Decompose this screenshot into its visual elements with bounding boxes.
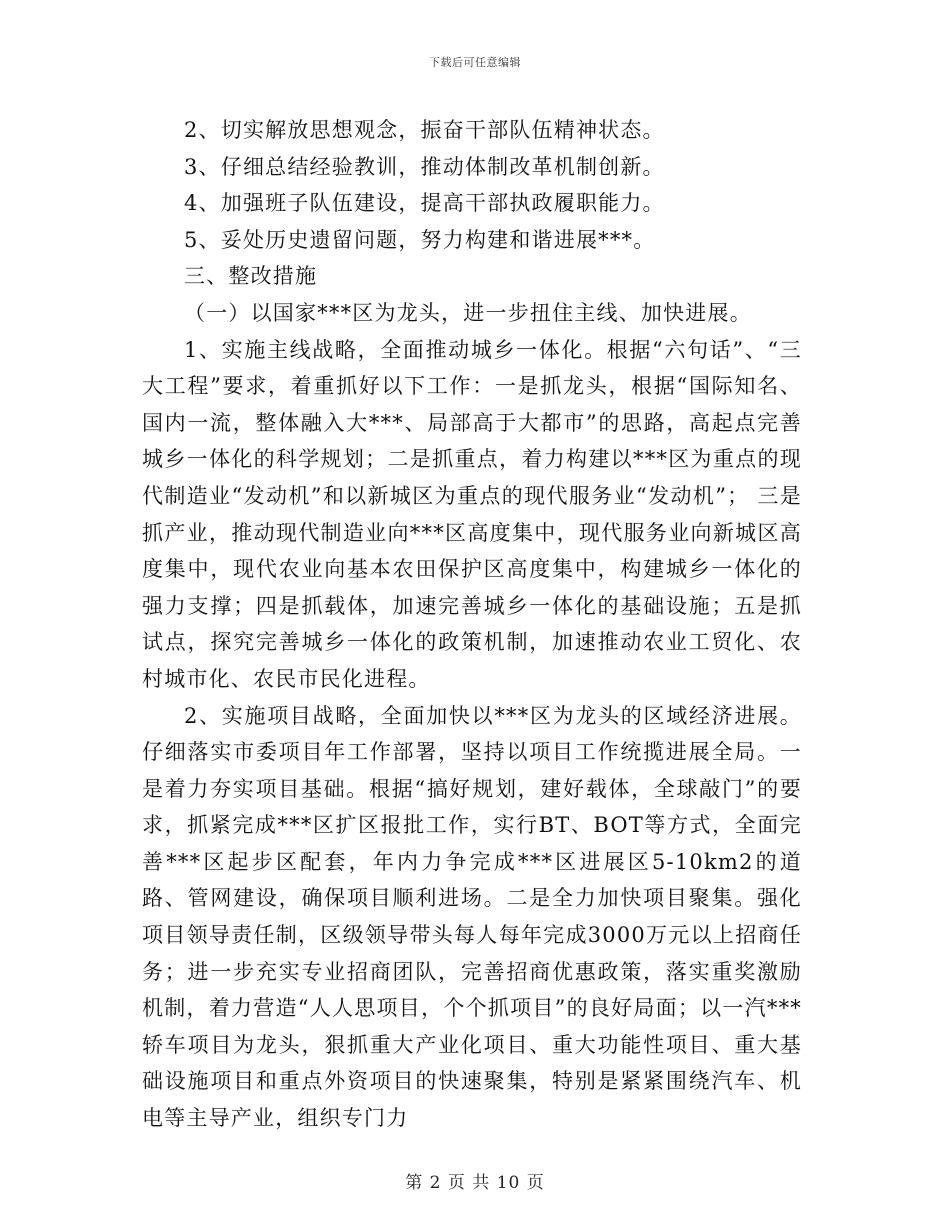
document-body [142,112,802,1137]
list-item: 5、妥处历史遗留问题，努力构建和谐进展***。 [184,227,656,252]
body-paragraph: 2、实施项目战略，全面加快以***区为龙头的区域经济进展。仔细落实市委项目年工作部署，坚持以项目工作统揽进展全局。一是着力夯实项目基础。根据“搞好规划，建好载体，全球敲门”的要求，抓紧完成***区扩区报批工作，实行BT、BOT等方式，全面完善***区起步区配套，年内力争完成***区进展区5-10km2的道路、管网建设，确保项目顺利进场。二是全力加快项目聚集。强化项目领导责任制，区级领导带头每人每年完成3000万元以上招商任务；进一步充实专业招商团队，完善招商优惠政策，落实重奖激励机制，着力营造“人人思项目，个个抓项目”的良好局面；以一汽***轿车项目为龙头，狠抓重大产业化项目、重大功能性项目、重大基础设施项目和重点外资项目的快速聚集，特别是紧紧围绕汽车、机电等主导产业，组织专门力 [142,703,802,1131]
list-item: 3、仔细总结经验教训，推动体制改革机制创新。 [184,154,665,179]
body-paragraph: 1、实施主线战略，全面推动城乡一体化。根据“六句话”、“三大工程”要求，着重抓好以下工作：一是抓龙头，根据“国际知名、国内一流，整体融入大***、局部高于大都市”的思路，高起点完善城乡一体化的科学规划；二是抓重点，着力构建以***区为重点的现代制造业“发动机”和以新城区为重点的现代服务业“发动机”； 三是抓产业，推动现代制造业向***区高度集中，现代服务业向新城区高度集中，现代农业向基本农田保护区高度集中，构建城乡一体化的强力支撑；四是抓载体，加速完善城乡一体化的基础设施；五是抓试点，探究完善城乡一体化的政策机制，加速推动农业工贸化、农村城市化、农民市民化进程。 [142,337,802,691]
list-item: 4、加强班子队伍建设，提高干部执政履职能力。 [184,191,665,216]
list-item: 2、切实解放思想观念，振奋干部队伍精神状态。 [184,118,665,142]
page-footer: 第 2 页 共 10 页 [405,1173,545,1193]
section-heading: 三、整改措施 [184,264,318,289]
page-header: 下载后可任意编辑 [429,56,521,69]
sub-heading: （一）以国家***区为龙头，进一步扭住主线、加快进展。 [184,300,752,325]
